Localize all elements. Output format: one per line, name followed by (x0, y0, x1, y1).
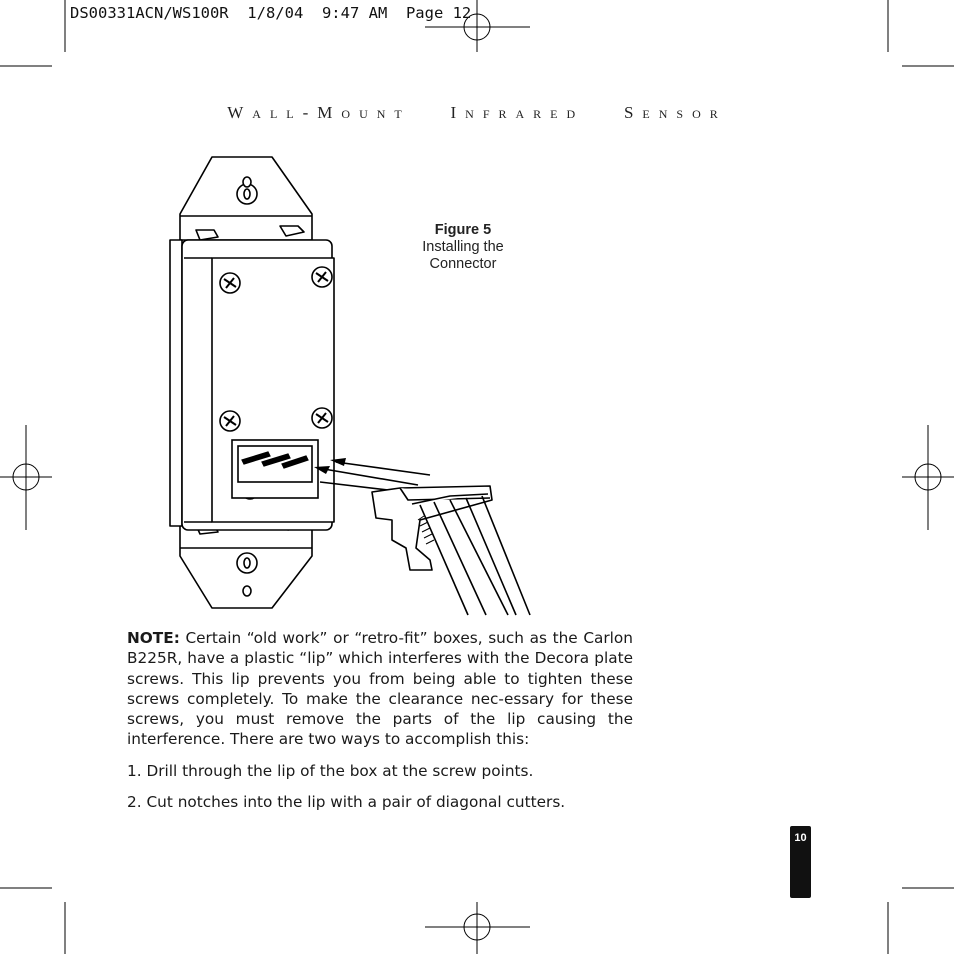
title-word-4: SENSOR (623, 103, 727, 122)
step-1: 1. Drill through the lip of the box at the screw points. (127, 761, 534, 780)
figure-caption (398, 222, 528, 273)
note-label: NOTE: (127, 629, 180, 647)
title-word-1: WALL (227, 103, 303, 122)
step-2: 2. Cut notches into the lip with a pair of diagonal cutters. (127, 793, 566, 812)
title-hyphen: - (302, 103, 318, 122)
caption-line-2: Connector (429, 256, 497, 272)
title-word-2: MOUNT (317, 103, 411, 122)
caption-line-1: Installing the (422, 239, 504, 255)
title-word-3: INFRARED (450, 103, 585, 122)
page-number: 10 (794, 832, 807, 844)
note-paragraph (127, 628, 633, 750)
figure-number: Figure 5 (434, 222, 492, 238)
printer-slug-line: DS00331ACN/WS100R 1/8/04 9:47 AM Page 12 (70, 4, 472, 22)
running-title (0, 103, 954, 123)
note-text: Certain “old work” or “retro-fit” boxes, such as the Carlon B225R, have a plastic “lip” which interferes with the Decora plate screws. This lip prevents you from being able to tighten these screws completely. To make the clearance nec-essary for these screws, you must remove the parts of the lip causing the interference. There are two ways to accomplish this: (127, 629, 633, 749)
page-number-tab (790, 826, 811, 898)
body-text (127, 628, 633, 812)
